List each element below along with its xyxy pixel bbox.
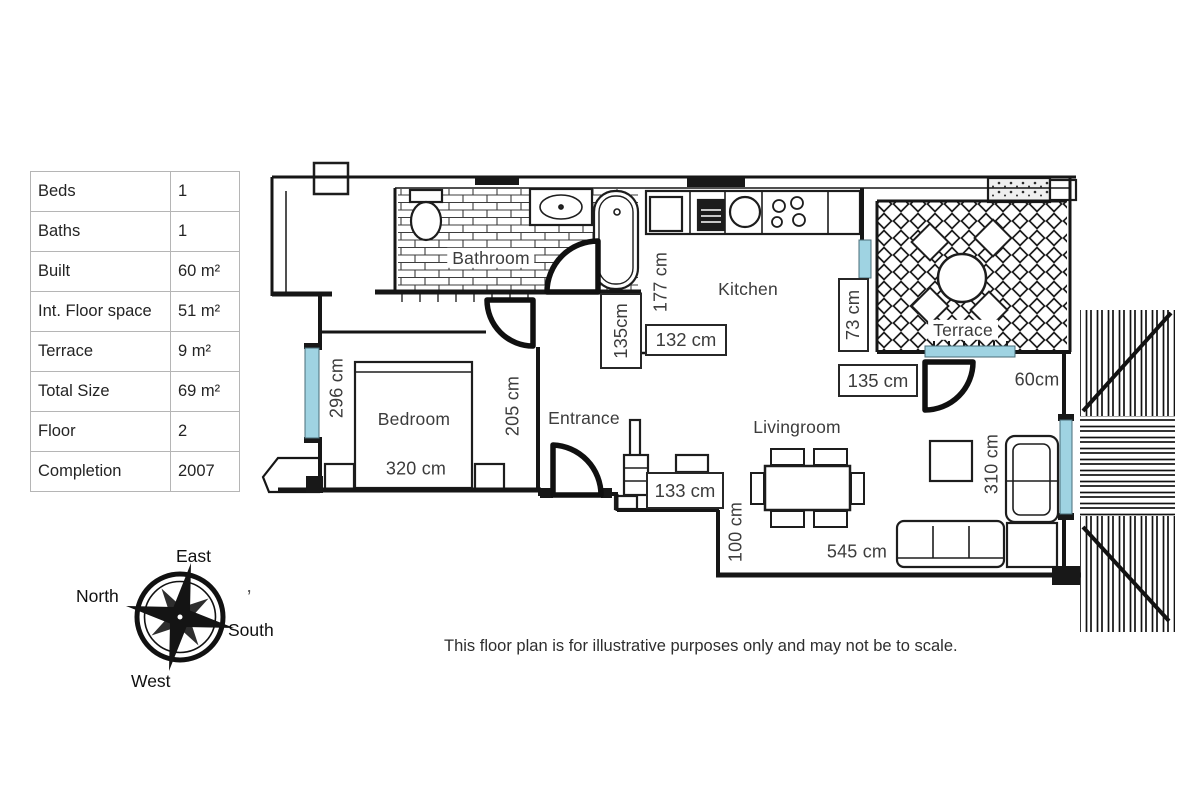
measurement-bedroom-right-wall: 205 cm [502,375,523,437]
property-value: 51 m² [171,292,240,332]
property-value: 60 m² [171,252,240,292]
room-label-kitchen: Kitchen [718,278,778,299]
room-label-bathroom: Bathroom [447,248,534,268]
property-label: Floor [31,412,171,452]
kitchen-window [859,240,871,278]
measurement-bedroom-window-wall: 296 cm [326,357,347,419]
table-row [31,252,240,292]
fridge [650,197,682,231]
nightstand-right [475,464,504,489]
planter-box [988,178,1076,202]
compass-rose [126,563,234,671]
measurement-terrace-step: 60cm [1014,369,1060,390]
measurement-box-hallway-width: 135cm [600,293,642,369]
bedroom-window [305,348,319,438]
property-value: 1 [171,172,240,212]
compass-south-label: South [228,620,274,640]
table-row [31,372,240,412]
property-label: Completion [31,452,171,492]
compass-west-label: West [131,671,171,691]
property-value: 69 m² [171,372,240,412]
property-label: Int. Floor space [31,292,171,332]
measurement-box-entrance-sideboard: 133 cm [646,472,724,509]
property-value: 2007 [171,452,240,492]
table-row [31,212,240,252]
measurement-box-terrace-sliding-door: 135 cm [838,364,918,397]
dining-table-chairs [751,449,864,527]
table-row [31,332,240,372]
room-label-entrance: Entrance [548,407,620,428]
property-value: 1 [171,212,240,252]
bathroom-vanity-sink [530,189,592,225]
kitchen-sink [730,197,760,227]
stray-mark: ʼ [247,588,252,610]
property-label: Built [31,252,171,292]
entrance-door [553,445,601,495]
measurement-living-width: 545 cm [826,541,888,562]
measurement-box-kitchen-terrace-wall: 73 cm [838,278,869,352]
room-label-bedroom: Bedroom [377,408,451,429]
property-value: 2 [171,412,240,452]
measurement-bedroom-width: 320 cm [385,458,447,479]
sofa [897,521,1004,567]
toilet [410,190,442,240]
terrace-door [925,362,973,410]
table-row [31,412,240,452]
property-label: Total Size [31,372,171,412]
oven [698,200,724,230]
measurement-living-depth: 310 cm [981,433,1002,495]
coffee-table [930,441,972,481]
room-label-livingroom: Livingroom [753,416,841,437]
roof-stairs-hatching [1080,310,1175,632]
table-row [31,452,240,492]
property-label: Terrace [31,332,171,372]
bedroom-door [487,300,533,346]
property-label: Baths [31,212,171,252]
disclaimer-text: This floor plan is for illustrative purposes only and may not be to scale. [444,637,958,655]
room-label-terrace: Terrace [928,320,998,340]
compass-north-label: North [76,586,119,606]
terrace-sliding-door [925,346,1015,357]
measurement-kitchen-depth: 177 cm [650,251,671,313]
livingroom-window [1060,420,1072,514]
property-value: 9 m² [171,332,240,372]
property-label: Beds [31,172,171,212]
table-row [31,292,240,332]
nightstand-left [325,464,354,489]
table-row [31,172,240,212]
armchair-chaise [1006,436,1058,522]
compass-east-label: East [176,546,212,566]
property-table [30,171,240,492]
side-table [1007,523,1057,567]
measurement-living-step: 100 cm [725,501,746,563]
measurement-box-kitchen-width: 132 cm [645,324,727,356]
